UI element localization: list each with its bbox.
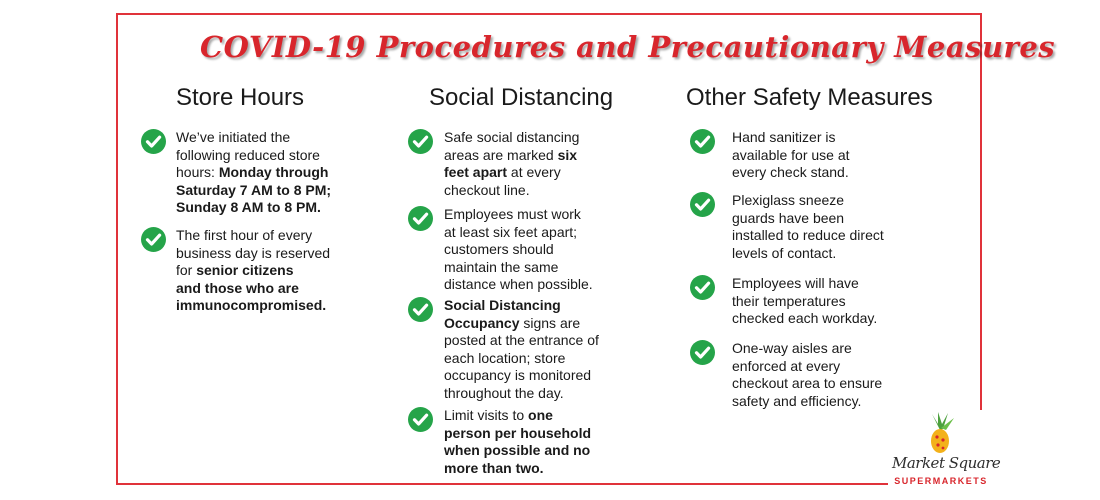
bullet-text-line xyxy=(176,147,331,165)
bullet-text-line xyxy=(176,280,330,298)
text-run: Hand sanitizer is xyxy=(732,129,836,145)
bullet-text-line xyxy=(444,367,599,385)
text-run: Safe social distancing xyxy=(444,129,580,145)
text-run: every check stand. xyxy=(732,164,849,180)
bold-text: person per household xyxy=(444,424,592,441)
bullet-text xyxy=(732,192,884,262)
bullet-text xyxy=(444,297,599,402)
pineapple-icon xyxy=(888,410,992,456)
bullet-text-line xyxy=(732,310,877,328)
bullet-text-line xyxy=(444,276,593,294)
column-store-hours xyxy=(176,84,304,112)
text-run: at every xyxy=(507,164,561,180)
bold-text: feet apart xyxy=(444,164,508,180)
bullet-text-line xyxy=(444,350,599,368)
bold-text: Occupancy xyxy=(444,314,520,331)
bullet-text xyxy=(732,340,882,410)
bullet-text-line xyxy=(732,358,882,376)
text-run: safety and efficiency. xyxy=(732,392,862,409)
bullet-text-line xyxy=(444,224,593,242)
bullet-text-line xyxy=(444,297,599,315)
text-run: available for use at xyxy=(732,146,850,163)
bullet-text xyxy=(732,275,877,328)
text-run: installed to reduce direct xyxy=(732,227,884,243)
bullet-text-line xyxy=(732,245,884,263)
bullet-text-line xyxy=(444,129,579,147)
check-circle-icon xyxy=(690,192,715,217)
bullet-text-line xyxy=(176,262,330,280)
bold-text: more than two. xyxy=(444,459,544,476)
bold-text: and those who are xyxy=(176,279,299,296)
bold-text: six xyxy=(557,146,578,163)
text-run: The first hour of every xyxy=(176,227,313,243)
bullet-text-line xyxy=(444,206,593,224)
text-run: guards have been xyxy=(732,209,845,226)
bullet-text xyxy=(444,206,593,294)
bullet-text xyxy=(732,129,850,182)
check-circle-icon xyxy=(408,129,433,154)
bullet-text-line xyxy=(732,393,882,411)
bullet-text xyxy=(176,129,331,217)
text-run: areas are marked xyxy=(444,146,558,163)
text-run: maintain the same xyxy=(444,258,559,275)
poster-title: COVID-19 Procedures and Precautionary Measures xyxy=(200,30,1056,64)
market-square-logo xyxy=(888,410,1001,492)
text-run: We’ve initiated the xyxy=(176,129,291,145)
bullet-text-line xyxy=(176,245,330,263)
text-run: Limit visits to xyxy=(444,407,529,423)
bold-text: Saturday 7 AM to 8 PM; xyxy=(176,181,332,198)
check-circle-icon xyxy=(690,340,715,365)
text-run: business day is reserved xyxy=(176,244,331,261)
bullet-text-line xyxy=(732,275,877,293)
logo-name: Market Square xyxy=(892,454,1001,472)
check-circle-icon xyxy=(408,206,433,231)
bullet-text xyxy=(176,227,330,315)
check-circle-icon xyxy=(141,227,166,252)
bullet-text-line xyxy=(444,460,591,478)
text-run: Employees will have xyxy=(732,275,859,291)
check-circle-icon xyxy=(690,129,715,154)
bullet-text-line xyxy=(444,385,599,403)
bullet-text-line xyxy=(444,332,599,350)
bullet-text-line xyxy=(176,129,331,147)
bold-text: Social Distancing xyxy=(444,297,561,313)
bold-text: immunocompromised. xyxy=(176,297,327,313)
bold-text: one xyxy=(528,407,553,423)
text-run: levels of contact. xyxy=(732,244,837,261)
text-run: at least six feet apart; xyxy=(444,223,578,240)
bold-text: Sunday 8 AM to 8 PM. xyxy=(176,199,321,215)
bullet-text-line xyxy=(176,164,331,182)
text-run: their temperatures xyxy=(732,292,846,309)
text-run: distance when possible. xyxy=(444,276,593,292)
text-run: for xyxy=(176,262,197,278)
bullet-text-line xyxy=(444,147,579,165)
bullet-text-line xyxy=(444,259,593,277)
bullet-text-line xyxy=(732,147,850,165)
check-circle-icon xyxy=(690,275,715,300)
bullet-text-line xyxy=(732,129,850,147)
bullet-text-line xyxy=(176,297,330,315)
bullet-text-line xyxy=(732,340,882,358)
text-run: Employees must work xyxy=(444,206,581,222)
text-run: One-way aisles are xyxy=(732,340,852,356)
bullet-text-line xyxy=(732,210,884,228)
bullet-text-line xyxy=(444,315,599,333)
bullet-text-line xyxy=(444,164,579,182)
bullet-text-line xyxy=(176,227,330,245)
bullet-text xyxy=(444,407,591,477)
bullet-text-line xyxy=(444,241,593,259)
bullet-text-line xyxy=(444,182,579,200)
bullet-text xyxy=(444,129,579,199)
bullet-text-line xyxy=(444,442,591,460)
column-heading: Other Safety Measures xyxy=(686,84,933,111)
bold-text: when possible and no xyxy=(444,442,591,458)
check-circle-icon xyxy=(408,297,433,322)
bullet-text-line xyxy=(176,199,331,217)
bullet-text-line xyxy=(732,227,884,245)
text-run: checkout area to ensure xyxy=(732,375,883,391)
text-run: following reduced store xyxy=(176,146,320,163)
text-run: occupancy is monitored xyxy=(444,367,592,383)
logo-subtitle: SUPERMARKETS xyxy=(894,476,988,486)
bullet-text-line xyxy=(444,425,591,443)
text-run: checked each workday. xyxy=(732,310,878,326)
bullet-text-line xyxy=(732,164,850,182)
bullet-text-line xyxy=(176,182,331,200)
bullet-text-line xyxy=(732,293,877,311)
check-circle-icon xyxy=(408,407,433,432)
check-circle-icon xyxy=(141,129,166,154)
column-other-safety-measures xyxy=(686,84,933,112)
column-heading: Store Hours xyxy=(176,84,305,111)
column-heading: Social Distancing xyxy=(429,84,614,111)
text-run: posted at the entrance of xyxy=(444,332,599,348)
text-run: hours: xyxy=(176,164,219,180)
column-social-distancing xyxy=(429,84,613,112)
text-run: signs are xyxy=(519,314,581,331)
text-run: Plexiglass sneeze xyxy=(732,192,845,208)
bullet-text-line xyxy=(444,407,591,425)
text-run: each location; store xyxy=(444,349,566,366)
text-run: enforced at every xyxy=(732,357,841,374)
bold-text: senior citizens xyxy=(196,262,294,278)
bullet-text-line xyxy=(732,375,882,393)
bullet-text-line xyxy=(732,192,884,210)
bold-text: Monday through xyxy=(218,164,329,180)
text-run: customers should xyxy=(444,241,554,257)
text-run: throughout the day. xyxy=(444,384,564,401)
text-run: checkout line. xyxy=(444,181,530,198)
